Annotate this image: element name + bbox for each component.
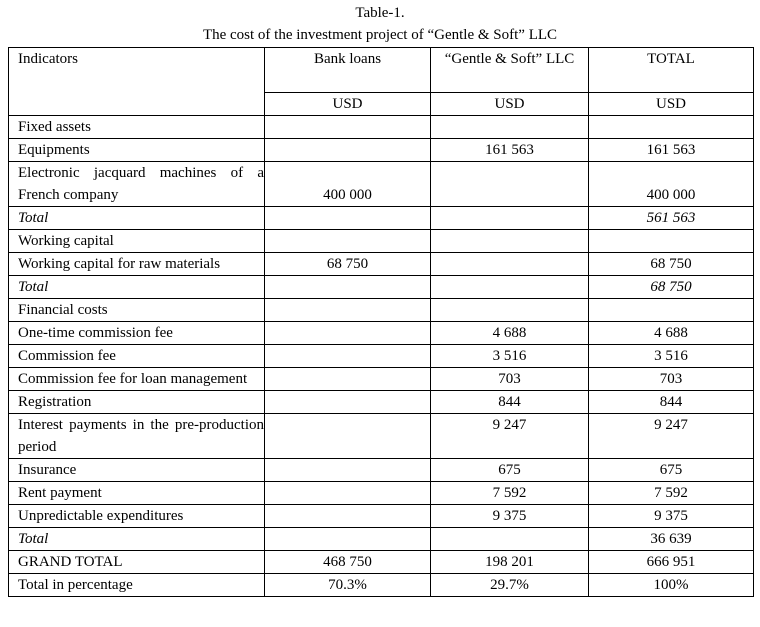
row-bank — [265, 459, 431, 482]
header-total: TOTAL — [589, 48, 754, 93]
row-total: 68 750 — [589, 276, 754, 299]
table-row — [9, 345, 754, 368]
row-label: GRAND TOTAL — [9, 551, 265, 574]
row-label: Total — [9, 207, 265, 230]
row-company — [431, 116, 589, 139]
row-bank: 468 750 — [265, 551, 431, 574]
table-row — [9, 162, 754, 207]
row-company — [431, 528, 589, 551]
investment-cost-table — [8, 47, 754, 597]
row-label: Commission fee for loan management — [9, 368, 265, 391]
table-number: Table-1. — [355, 5, 405, 21]
row-label: Rent payment — [9, 482, 265, 505]
row-company: 9 375 — [431, 505, 589, 528]
row-total — [589, 230, 754, 253]
row-bank — [265, 505, 431, 528]
row-total: 561 563 — [589, 207, 754, 230]
row-bank — [265, 368, 431, 391]
row-bank — [265, 528, 431, 551]
row-bank — [265, 391, 431, 414]
row-total: 844 — [589, 391, 754, 414]
table-row — [9, 322, 754, 345]
header-row — [9, 48, 754, 93]
row-label: Electronic jacquard machines of a French company — [9, 162, 265, 207]
table-row — [9, 391, 754, 414]
row-bank: 400 000 — [265, 162, 431, 207]
table-row — [9, 414, 754, 459]
row-company: 3 516 — [431, 345, 589, 368]
header-indicators: Indicators — [9, 48, 265, 116]
header-company: “Gentle & Soft” LLC — [431, 48, 589, 93]
row-company: 198 201 — [431, 551, 589, 574]
row-company: 161 563 — [431, 139, 589, 162]
header-bank-loans: Bank loans — [265, 48, 431, 93]
table-row — [9, 207, 754, 230]
row-company: 4 688 — [431, 322, 589, 345]
table-row — [9, 276, 754, 299]
row-bank — [265, 139, 431, 162]
row-label: Working capital for raw materials — [9, 253, 265, 276]
row-label: Unpredictable expenditures — [9, 505, 265, 528]
row-bank — [265, 116, 431, 139]
row-total: 161 563 — [589, 139, 754, 162]
row-label: Financial costs — [9, 299, 265, 322]
unit-total: USD — [589, 93, 754, 116]
row-bank — [265, 345, 431, 368]
row-label: Equipments — [9, 139, 265, 162]
row-company — [431, 276, 589, 299]
table-row — [9, 116, 754, 139]
row-company: 7 592 — [431, 482, 589, 505]
row-label: Total in percentage — [9, 574, 265, 597]
row-total: 68 750 — [589, 253, 754, 276]
row-bank — [265, 276, 431, 299]
unit-bank-loans: USD — [265, 93, 431, 116]
grand-total-row — [9, 551, 754, 574]
row-company — [431, 162, 589, 207]
table-row — [9, 139, 754, 162]
row-company — [431, 207, 589, 230]
table-caption — [0, 2, 760, 46]
row-company — [431, 299, 589, 322]
table-row — [9, 299, 754, 322]
row-total: 100% — [589, 574, 754, 597]
row-bank — [265, 414, 431, 459]
table-row — [9, 253, 754, 276]
row-total: 9 247 — [589, 414, 754, 459]
row-company: 703 — [431, 368, 589, 391]
row-total — [589, 299, 754, 322]
row-label: Commission fee — [9, 345, 265, 368]
row-bank — [265, 299, 431, 322]
row-label: One-time commission fee — [9, 322, 265, 345]
row-total: 7 592 — [589, 482, 754, 505]
row-bank — [265, 482, 431, 505]
table-title: The cost of the investment project of “Gentle & Soft” LLC — [202, 27, 558, 43]
row-total: 3 516 — [589, 345, 754, 368]
row-total: 675 — [589, 459, 754, 482]
row-total: 36 639 — [589, 528, 754, 551]
row-total: 703 — [589, 368, 754, 391]
row-bank — [265, 207, 431, 230]
row-total: 666 951 — [589, 551, 754, 574]
table-row — [9, 528, 754, 551]
row-company: 844 — [431, 391, 589, 414]
row-company: 675 — [431, 459, 589, 482]
row-total — [589, 116, 754, 139]
table-row — [9, 505, 754, 528]
row-company — [431, 230, 589, 253]
row-total: 400 000 — [589, 162, 754, 207]
row-label: Total — [9, 528, 265, 551]
table-row — [9, 459, 754, 482]
unit-company: USD — [431, 93, 589, 116]
row-company: 29.7% — [431, 574, 589, 597]
table-row — [9, 368, 754, 391]
row-company: 9 247 — [431, 414, 589, 459]
row-bank — [265, 322, 431, 345]
row-total: 4 688 — [589, 322, 754, 345]
row-label: Registration — [9, 391, 265, 414]
row-bank: 68 750 — [265, 253, 431, 276]
table-row — [9, 482, 754, 505]
row-bank — [265, 230, 431, 253]
row-label: Fixed assets — [9, 116, 265, 139]
row-total: 9 375 — [589, 505, 754, 528]
row-label: Interest payments in the pre-production period — [9, 414, 265, 459]
row-label: Total — [9, 276, 265, 299]
row-company — [431, 253, 589, 276]
table-row — [9, 230, 754, 253]
row-label: Insurance — [9, 459, 265, 482]
row-label: Working capital — [9, 230, 265, 253]
percentage-row — [9, 574, 754, 597]
row-bank: 70.3% — [265, 574, 431, 597]
